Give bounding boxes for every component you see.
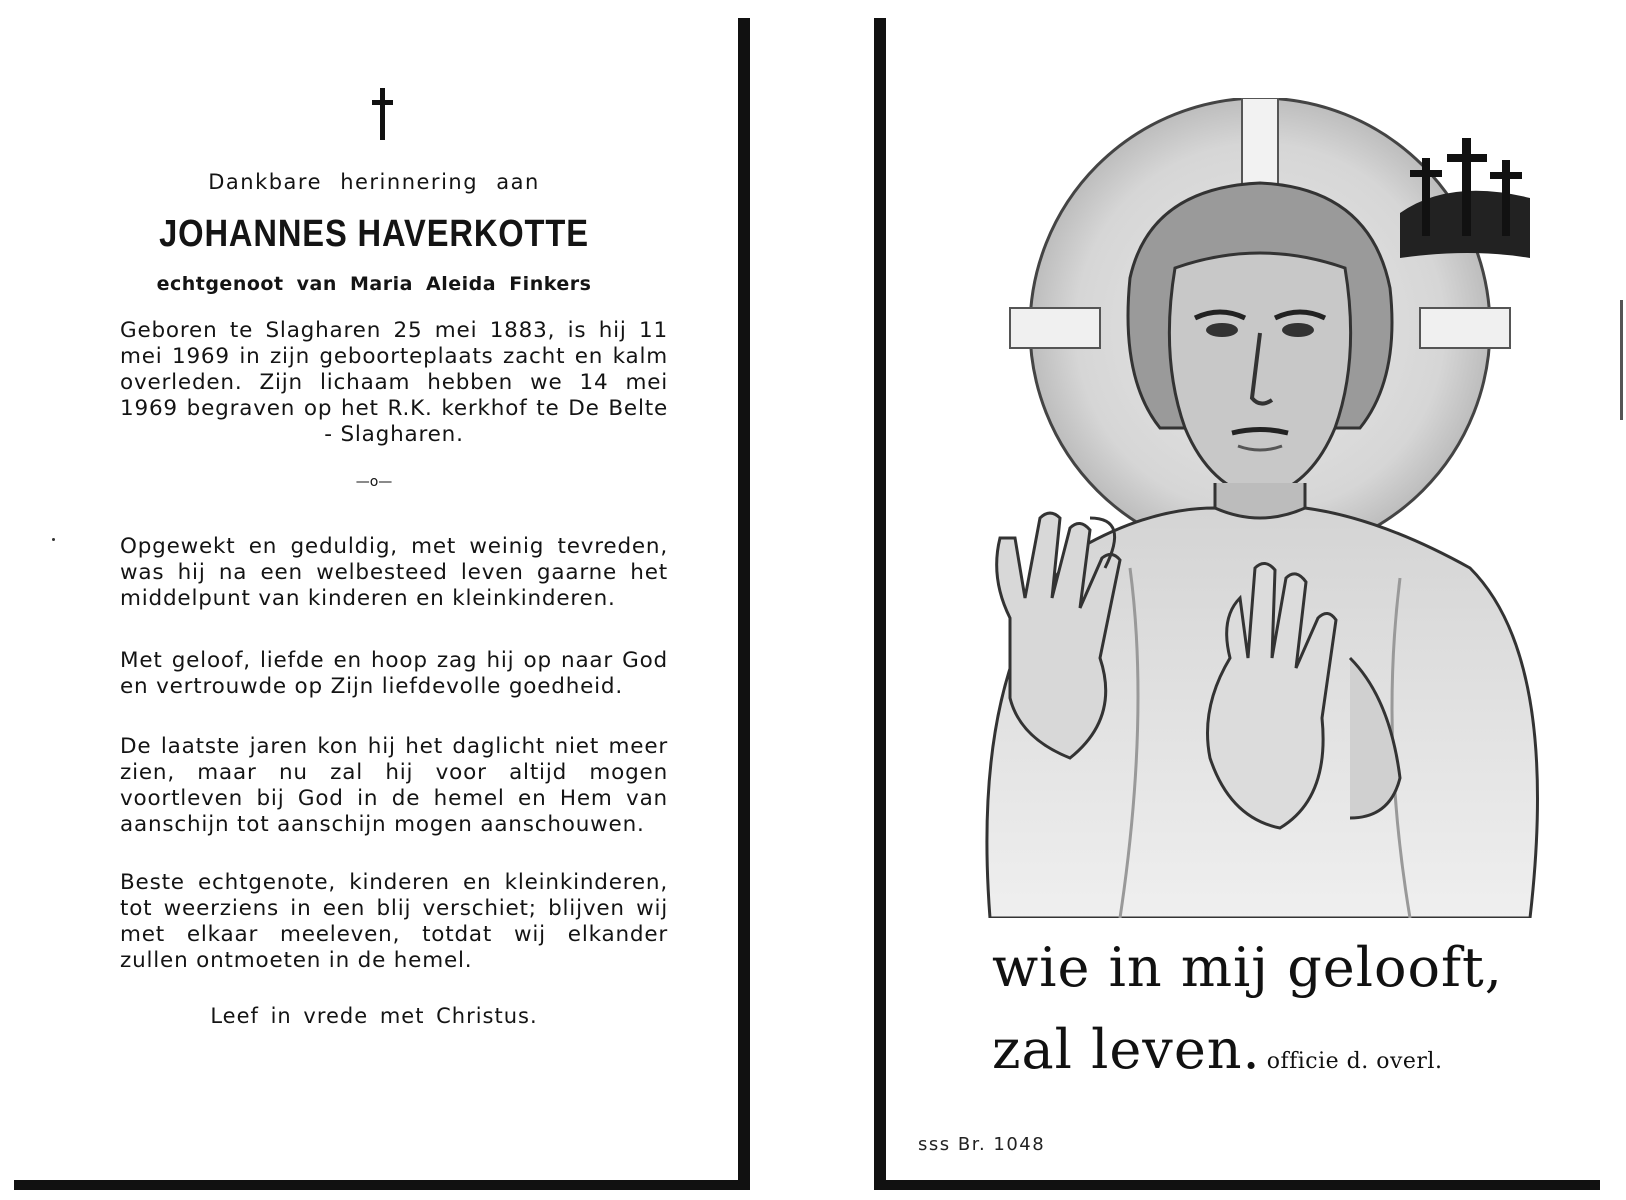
- card-border-bottom: [14, 1180, 750, 1190]
- memorial-paragraph: Opgewekt en geduldig, met weinig tevreden, was hij na een welbesteed leven gaarne het middelpunt van kinderen en kleinkinderen.: [120, 534, 668, 611]
- quote-source: officie d. overl.: [1266, 1049, 1443, 1074]
- scripture-quote-line2: [992, 1018, 1592, 1081]
- biography-paragraph: Geboren te Slagharen 25 mei 1883, is hij 11 mei 1969 in zijn geboorteplaats zacht en kalm overleden. Zijn lichaam hebben we 14 mei 1969 begraven op het R.K. kerkhof te De Belte - Slagharen.: [120, 318, 668, 447]
- scripture-quote-line2-text: zal leven.: [992, 1018, 1261, 1081]
- scripture-quote-line1: wie in mij gelooft,: [992, 936, 1503, 999]
- memorial-image-card: [874, 18, 1598, 1190]
- remembrance-intro: Dankbare herinnering aan: [208, 170, 540, 194]
- card-border-bottom: [874, 1180, 1600, 1190]
- deceased-name: JOHANNES HAVERKOTTE: [159, 213, 589, 255]
- print-speck: [52, 538, 55, 541]
- christ-illustration: [930, 98, 1570, 918]
- memorial-paragraph: Beste echtgenote, kinderen en kleinkinderen, tot weerziens in een blij verschiet; blijven wij met elkaar meeleven, totdat wij elkander zullen ontmoeten in de hemel.: [120, 870, 668, 973]
- spouse-line: echtgenoot van Maria Aleida Finkers: [156, 273, 592, 295]
- print-code: sss Br. 1048: [918, 1134, 1046, 1155]
- memorial-text-card: [14, 18, 752, 1188]
- cross-icon: [372, 88, 392, 140]
- card-border-left: [874, 18, 886, 1190]
- card-border-right: [738, 18, 750, 1190]
- scan-edge: [1620, 300, 1623, 420]
- memorial-paragraph: Met geloof, liefde en hoop zag hij op naar God en vertrouwde op Zijn liefdevolle goedheid.: [120, 648, 668, 699]
- memorial-paragraph: De laatste jaren kon hij het daglicht niet meer zien, maar nu zal hij voor altijd mogen voortleven bij God in de hemel en Hem van aanschijn tot aanschijn mogen aanschouwen.: [120, 734, 668, 837]
- ornament-separator: —o—: [355, 474, 393, 490]
- closing-blessing: Leef in vrede met Christus.: [210, 1004, 538, 1028]
